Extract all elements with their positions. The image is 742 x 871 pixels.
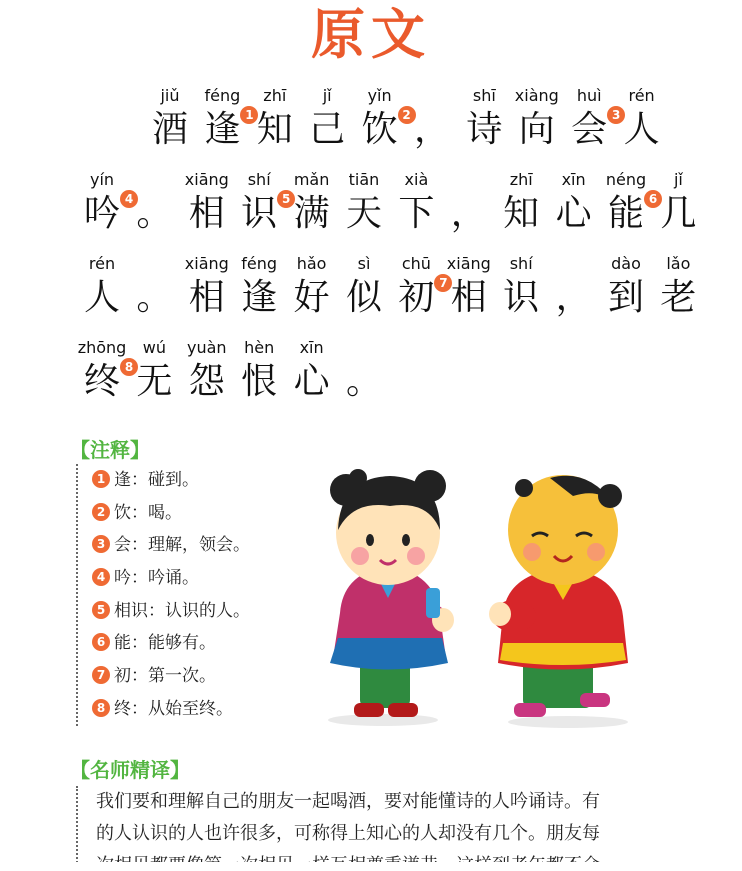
hanzi: 。 — [136, 193, 173, 234]
pinyin: shī — [472, 86, 496, 105]
pinyin: yín — [89, 170, 115, 189]
note-number-badge: 8 — [92, 699, 110, 717]
two-children-illustration — [318, 448, 648, 730]
notes-heading: 【注释】 — [70, 438, 150, 462]
hanzi: 己 — [309, 109, 346, 150]
pinyin: hèn — [244, 338, 275, 357]
note-item — [92, 562, 352, 595]
pinyin: zhī — [263, 86, 287, 105]
note-number-badge: 7 — [434, 274, 452, 292]
hanzi: 人 — [623, 109, 660, 150]
pinyin: xiāng — [446, 254, 491, 273]
notes-list — [76, 464, 352, 726]
pinyin: xīn — [561, 170, 586, 189]
translation-text — [76, 786, 726, 871]
hanzi: 下 — [398, 193, 435, 234]
hanzi: 心 — [555, 193, 592, 234]
pinyin: jǐ — [673, 170, 683, 189]
note-item — [92, 595, 352, 628]
hanzi: 相 — [188, 193, 225, 234]
page-title: 原文 — [311, 2, 431, 66]
pinyin: sì — [357, 254, 371, 273]
hanzi: 相 — [450, 277, 487, 318]
hanzi: 老 — [660, 277, 697, 318]
hanzi: 似 — [345, 277, 382, 318]
note-text: 吟：吟诵。 — [114, 568, 199, 589]
hanzi: ， — [555, 277, 592, 318]
note-text: 会：理解，领会。 — [114, 535, 250, 556]
pinyin: jiǔ — [160, 86, 180, 105]
hanzi: 无 — [136, 361, 173, 402]
hanzi: 向 — [518, 109, 555, 150]
pinyin: shí — [247, 170, 271, 189]
pinyin — [328, 338, 400, 360]
pinyin: chū — [401, 254, 431, 273]
pinyin: yǐn — [367, 86, 392, 105]
hanzi: 好 — [293, 277, 330, 318]
pinyin: rén — [88, 254, 116, 273]
hanzi: 满 — [293, 193, 330, 234]
hanzi: 识 — [503, 277, 540, 318]
note-number-badge: 1 — [240, 106, 258, 124]
hanzi: 知 — [256, 109, 293, 150]
translation-heading: 【名师精译】 — [70, 758, 190, 782]
note-number-badge: 7 — [92, 666, 110, 684]
note-item — [92, 693, 352, 726]
translation-line: 我们要和理解自己的朋友一起喝酒，要对能懂诗的人吟诵诗。有 — [96, 791, 600, 812]
girl-figure — [328, 469, 454, 726]
pinyin: tiān — [348, 170, 380, 189]
note-number-badge: 8 — [120, 358, 138, 376]
pinyin: xià — [404, 170, 429, 189]
hanzi: 心 — [293, 361, 330, 402]
pinyin: xīn — [299, 338, 324, 357]
pinyin: lǎo — [666, 254, 691, 273]
hanzi: 怨 — [188, 361, 225, 402]
note-text: 逢：碰到。 — [114, 470, 199, 490]
pinyin: néng — [605, 170, 647, 189]
hanzi: 到 — [607, 277, 644, 318]
pinyin: féng — [204, 86, 241, 105]
hanzi: 知 — [503, 193, 540, 234]
hanzi: 恨 — [241, 361, 278, 402]
note-number-badge: 1 — [92, 470, 110, 488]
pinyin: féng — [241, 254, 278, 273]
pinyin: wú — [142, 338, 166, 357]
hanzi: 几 — [660, 193, 697, 234]
hanzi: 会 — [571, 109, 608, 150]
translation-line: 的人认识的人也许很多，可称得上知心的人却没有几个。朋友每 — [96, 823, 600, 844]
note-number-badge: 6 — [644, 190, 662, 208]
hanzi: ， — [413, 109, 450, 150]
pinyin: zhī — [509, 170, 533, 189]
note-text: 能：能够有。 — [114, 633, 216, 654]
hanzi: 能 — [607, 193, 644, 234]
hanzi: 酒 — [151, 109, 188, 150]
note-number-badge: 5 — [92, 601, 110, 619]
note-item — [92, 464, 352, 497]
note-item — [92, 497, 352, 530]
pinyin: xiàng — [514, 86, 559, 105]
hanzi: 识 — [241, 193, 278, 234]
hanzi: 终 — [83, 361, 120, 402]
note-number-badge: 5 — [277, 190, 295, 208]
hanzi: 。 — [345, 361, 382, 402]
note-item — [92, 529, 352, 562]
pinyin: huì — [576, 86, 602, 105]
pinyin: xiāng — [184, 254, 229, 273]
note-text: 相识：认识的人。 — [114, 600, 250, 621]
pinyin: yuàn — [187, 338, 227, 357]
note-text: 初：第一次。 — [114, 666, 216, 687]
hanzi: 吟 — [83, 193, 120, 234]
pinyin: mǎn — [293, 170, 330, 189]
note-number-badge: 4 — [120, 190, 138, 208]
pinyin: rén — [628, 86, 655, 105]
note-text: 终：从始至终。 — [114, 698, 233, 719]
hanzi: 初 — [398, 277, 435, 318]
pinyin: shí — [509, 254, 533, 273]
boy-figure — [489, 475, 628, 728]
pinyin: hǎo — [296, 254, 327, 273]
note-text: 饮：喝。 — [114, 502, 182, 523]
note-number-badge: 3 — [607, 106, 625, 124]
hanzi: 天 — [345, 193, 382, 234]
pinyin: xiāng — [184, 170, 229, 189]
hanzi: 逢 — [241, 277, 278, 318]
hanzi: 人 — [83, 277, 120, 318]
pinyin: jǐ — [322, 86, 332, 105]
hanzi: 饮 — [361, 109, 398, 150]
pinyin: dào — [611, 254, 641, 273]
page-bottom-edge — [0, 862, 742, 871]
note-number-badge: 3 — [92, 535, 110, 553]
hanzi: 逢 — [204, 109, 241, 150]
note-item — [92, 627, 352, 660]
hanzi: 相 — [188, 277, 225, 318]
note-item — [92, 660, 352, 693]
hanzi: ， — [450, 193, 487, 234]
note-number-badge: 2 — [92, 503, 110, 521]
note-number-badge: 2 — [398, 106, 416, 124]
note-number-badge: 6 — [92, 633, 110, 651]
pinyin: zhōng — [77, 338, 127, 357]
note-number-badge: 4 — [92, 568, 110, 586]
hanzi: 诗 — [466, 109, 503, 150]
hanzi: 。 — [136, 277, 173, 318]
